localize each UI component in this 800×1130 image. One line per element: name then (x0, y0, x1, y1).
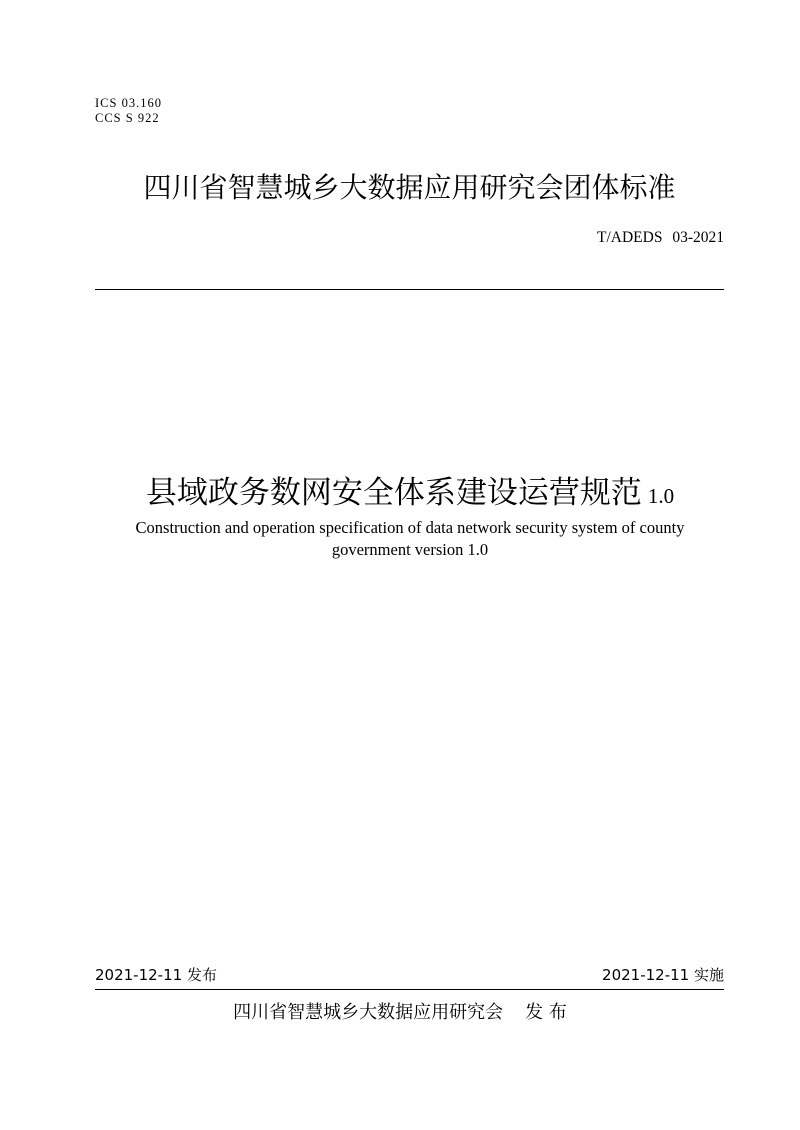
effective-date: 2021-12-11 实施 (602, 966, 724, 984)
classification-codes (95, 96, 162, 126)
ics-code: ICS 03.160 (95, 96, 162, 110)
ccs-code: CCS S 922 (95, 111, 160, 125)
organization-standard-title: 四川省智慧城乡大数据应用研究会团体标准 (143, 171, 676, 204)
english-title-line-2: government version 1.0 (331, 540, 489, 559)
document-title-english (90, 517, 730, 561)
publisher-line (0, 1000, 800, 1026)
document-title-chinese: 县域政务数网安全体系建设运营规范 (145, 475, 642, 511)
publish-label: 发 布 (525, 1002, 567, 1023)
publisher-name: 四川省智慧城乡大数据应用研究会 (233, 1002, 504, 1023)
header-divider (95, 289, 724, 290)
footer-divider (95, 989, 724, 990)
publish-date: 2021-12-11 发布 (95, 966, 217, 984)
document-title (60, 470, 760, 516)
standard-number: T/ADEDS 03-2021 (597, 229, 724, 246)
document-version: 1.0 (647, 484, 675, 508)
english-title-line-1: Construction and operation specification of data network security system of county (135, 518, 685, 537)
